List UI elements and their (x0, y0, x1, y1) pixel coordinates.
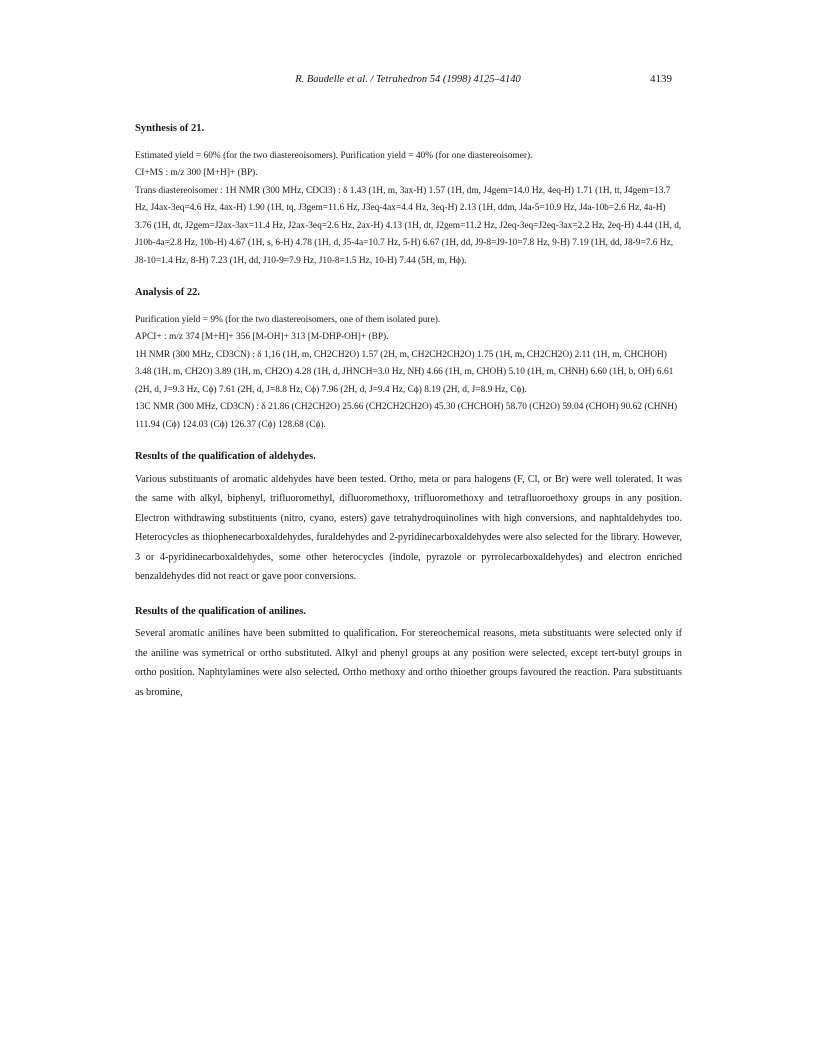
yield-line: Estimated yield = 60% (for the two diastereoisomers). Purification yield = 40% (for one diastereoisomer). (135, 150, 533, 161)
c-nmr-line: 13C NMR (300 MHz, CD3CN) : δ 21.86 (CH2CH2O) 25.66 (CH2CH2CH2O) 45.30 (CHCHOH) 58.70 (CH2O) 59.04 (CHOH) 90.62 (CHNH) 111.94 (Cϕ) 124.03 (Cϕ) 126.37 (Cϕ) 128.68 (Cϕ). (135, 402, 678, 430)
ms-line: APCI+ : m/z 374 [M+H]+ 356 [M-OH]+ 313 [M-DHP-OH]+ (BP). (135, 332, 389, 342)
yield-line: Purification yield = 9% (for the two diastereoisomers, one of them isolated pure). (135, 314, 441, 325)
page-number: 4139 (650, 73, 672, 85)
body-paragraph: Various substituants of aromatic aldehydes have been tested. Ortho, meta or para halogens (F, Cl, or Br) were well tolerated. It was the same with alkyl, biphenyl, trifluoromethyl, difluoromethoxy, trifluoromethoxy and tetrafluoroethoxy groups in any position. Electron withdrawing substituents (nitro, cyano, esters) gave tetrahydroquinolines with high conversions, and naphtaldehydes too. Heterocycles as thiophenecarboxaldehydes, furaldehydes and 2-pyridinecarboxaldehydes were also selected for the library. However, 3 or 4-pyridinecarboxaldehydes, some other heterocycles (indole, pyrazole or pyrrolecarboxaldehydes) and electron enriched benzaldehydes did not react or gave poor conversions. (135, 473, 682, 582)
aldehydes-section (135, 448, 682, 587)
section-heading: Results of the qualification of anilines. (135, 605, 306, 617)
section-heading: Synthesis of 21. (135, 123, 205, 134)
analysis-22-section (135, 284, 682, 434)
anilines-section (135, 603, 682, 703)
nmr-line: Trans diastereoisomer : 1H NMR (300 MHz, CDCl3) : δ 1.43 (1H, m, 3ax-H) 1.57 (1H, dm, J4gem=14.0 Hz, 4eq-H) 1.71 (1H, tt, J4gem=13.7 Hz, J4ax-3eq=4.6 Hz, 4ax-H) 1.90 (1H, tq, J3gem=11.6 Hz, J3eq-4ax=4.4 Hz, 3eq-H) 2.13 (1H, ddm, J4a-5=10.9 Hz, J4a-10b=2.6 Hz, 4a-H) 3.76 (1H, dt, J2gem=J2ax-3ax=11.4 Hz, J2ax-3eq=2.6 Hz, 2ax-H) 4.13 (1H, dt, J2gem=11.2 Hz, J2eq-3eq=J2eq-3ax=2.2 Hz, 2eq-H) 4.44 (1H, d, J10b-4a=2.8 Hz, 10b-H) 4.67 (1H, s, 6-H) 4.78 (1H, d, J5-4a=10.7 Hz, 5-H) 6.67 (1H, dd, J9-8=J9-10=7.8 Hz, 9-H) 7.19 (1H, dd, J8-9=7.6 Hz, J8-10=1.4 Hz, 8-H) 7.23 (1H, dd, J10-9=7.9 Hz, J10-8=1.5 Hz, 10-H) 7.44 (5H, m, Hϕ). (135, 185, 682, 266)
page-content (135, 120, 682, 718)
running-head: R. Baudelle et al. / Tetrahedron 54 (1998) 4125–4140 (295, 74, 521, 85)
ms-line: CI+MS : m/z 300 [M+H]+ (BP). (135, 168, 258, 178)
section-heading: Analysis of 22. (135, 287, 201, 298)
section-heading: Results of the qualification of aldehydes. (135, 451, 316, 462)
body-paragraph: Several aromatic anilines have been submitted to qualification. For stereochemical reasons, meta substituants were selected only if the aniline was symetrical or ortho substituted. Alkyl and phenyl groups at any position were selected, except tert-butyl groups in ortho position. Naphtylamines were also selected. Ortho methoxy and ortho thioether groups favoured the reaction. Para substituants as bromine, (135, 628, 682, 698)
synthesis-21-section (135, 120, 682, 270)
h-nmr-line: 1H NMR (300 MHz, CD3CN) : δ 1,16 (1H, m, CH2CH2O) 1.57 (2H, m, CH2CH2CH2O) 1.75 (1H, m, CH2CH2O) 2.11 (1H, m, CHCHOH) 3.48 (1H, m, CH2O) 3.89 (1H, m, CH2O) 4.28 (1H, d, JHNCH=3.0 Hz, NH) 4.66 (1H, m, CHOH) 5.10 (1H, m, CHNH) 6.60 (1H, b, OH) 6.61 (2H, d, J=9.3 Hz, Cϕ) 7.61 (2H, d, J=8.8 Hz, Cϕ) 7.96 (2H, d, J=9.4 Hz, Cϕ) 8.19 (2H, d, J=8.9 Hz, Cϕ). (135, 349, 674, 395)
